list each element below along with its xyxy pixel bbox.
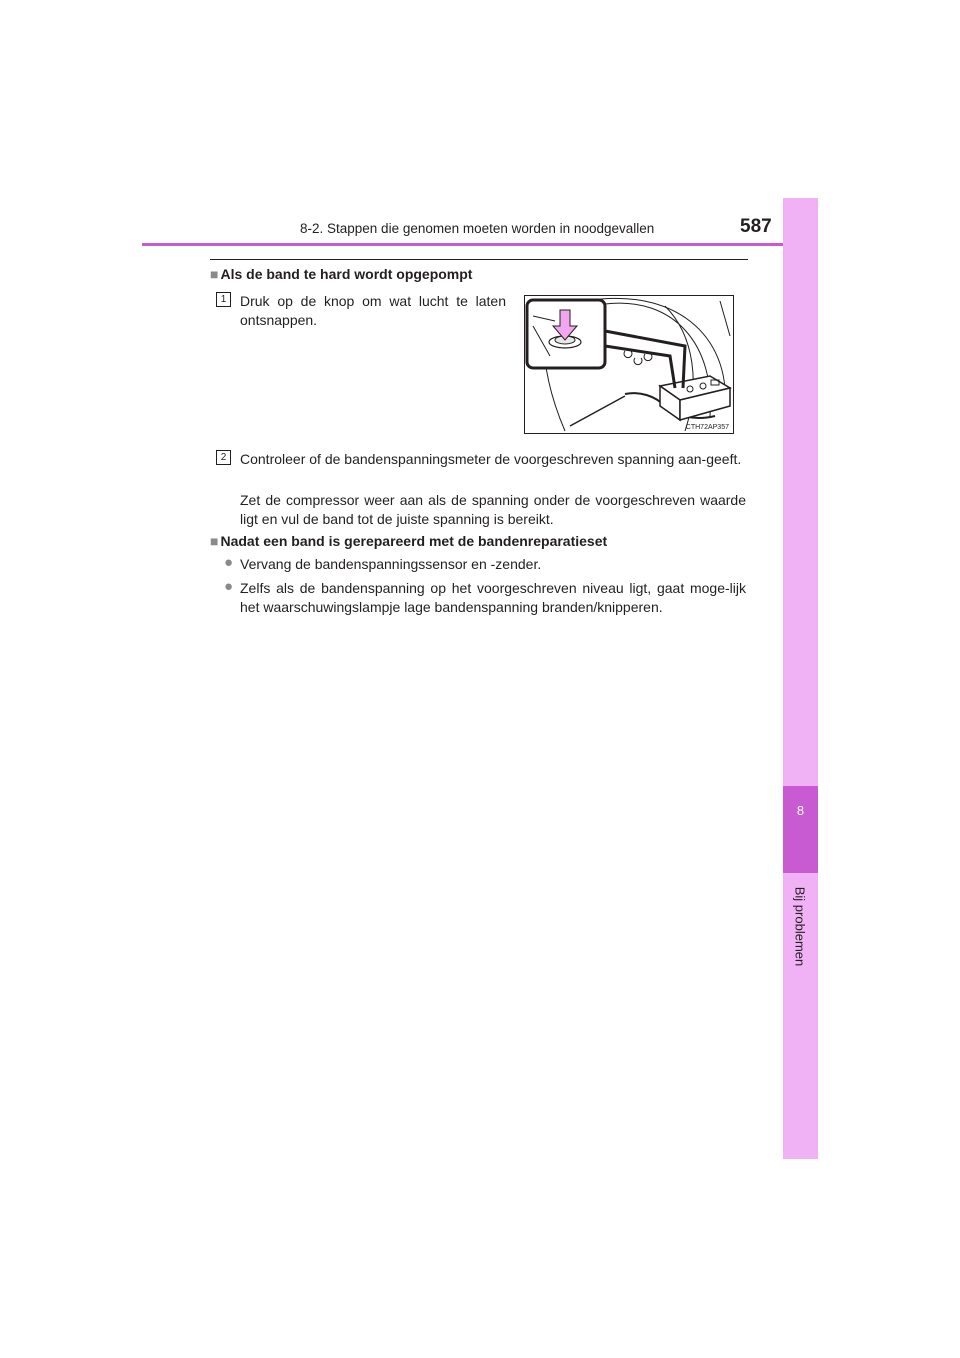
chapter-side-tab <box>783 198 818 1159</box>
compressor-illustration <box>524 295 734 434</box>
square-bullet-icon: ■ <box>210 266 219 282</box>
step-2-text: Controleer of de bandenspanningsmeter de voorgeschreven spanning aan-geeft. <box>240 451 742 467</box>
dot-bullet-icon: ● <box>224 578 234 595</box>
step-number-badge: 2 <box>216 450 231 465</box>
list-item: Zelfs als de bandenspanning op het voorgeschreven niveau ligt, gaat moge-lijk het waarschuwingslampje lage bandenspanning branden/knipperen. <box>240 580 746 615</box>
content-top-rule <box>210 259 748 260</box>
section-heading-text: Als de band te hard wordt opgepompt <box>220 266 473 282</box>
section-heading-after-repair <box>210 533 607 549</box>
compressor-drawing <box>525 296 733 433</box>
step-number-badge: 1 <box>216 292 231 307</box>
dot-bullet-icon: ● <box>224 554 234 571</box>
header-divider <box>142 243 818 246</box>
chapter-name: Bij problemen <box>792 886 808 967</box>
step-2-note: Zet de compressor weer aan als de spanning onder de voorgeschreven waarde ligt en vul de band tot de juiste spanning is bereikt. <box>240 492 746 527</box>
list-item: Vervang de bandenspanningssensor en -zender. <box>240 556 542 572</box>
step-1-text <box>240 292 506 330</box>
section-heading-overinflated <box>210 266 472 282</box>
page-number: 587 <box>740 216 772 237</box>
section-heading-text: Nadat een band is gerepareerd met de bandenreparatieset <box>220 533 608 549</box>
step-1-line-1: Druk op de knop om wat lucht te laten <box>240 293 506 309</box>
square-bullet-icon: ■ <box>210 533 219 549</box>
chapter-tab-marker <box>783 786 818 873</box>
figure-code: CTH72AP357 <box>685 424 729 431</box>
step-1-line-2: ontsnappen. <box>240 312 318 328</box>
section-header-title: 8-2. Stappen die genomen moeten worden in noodgevallen <box>300 221 655 236</box>
chapter-number: 8 <box>796 803 805 818</box>
